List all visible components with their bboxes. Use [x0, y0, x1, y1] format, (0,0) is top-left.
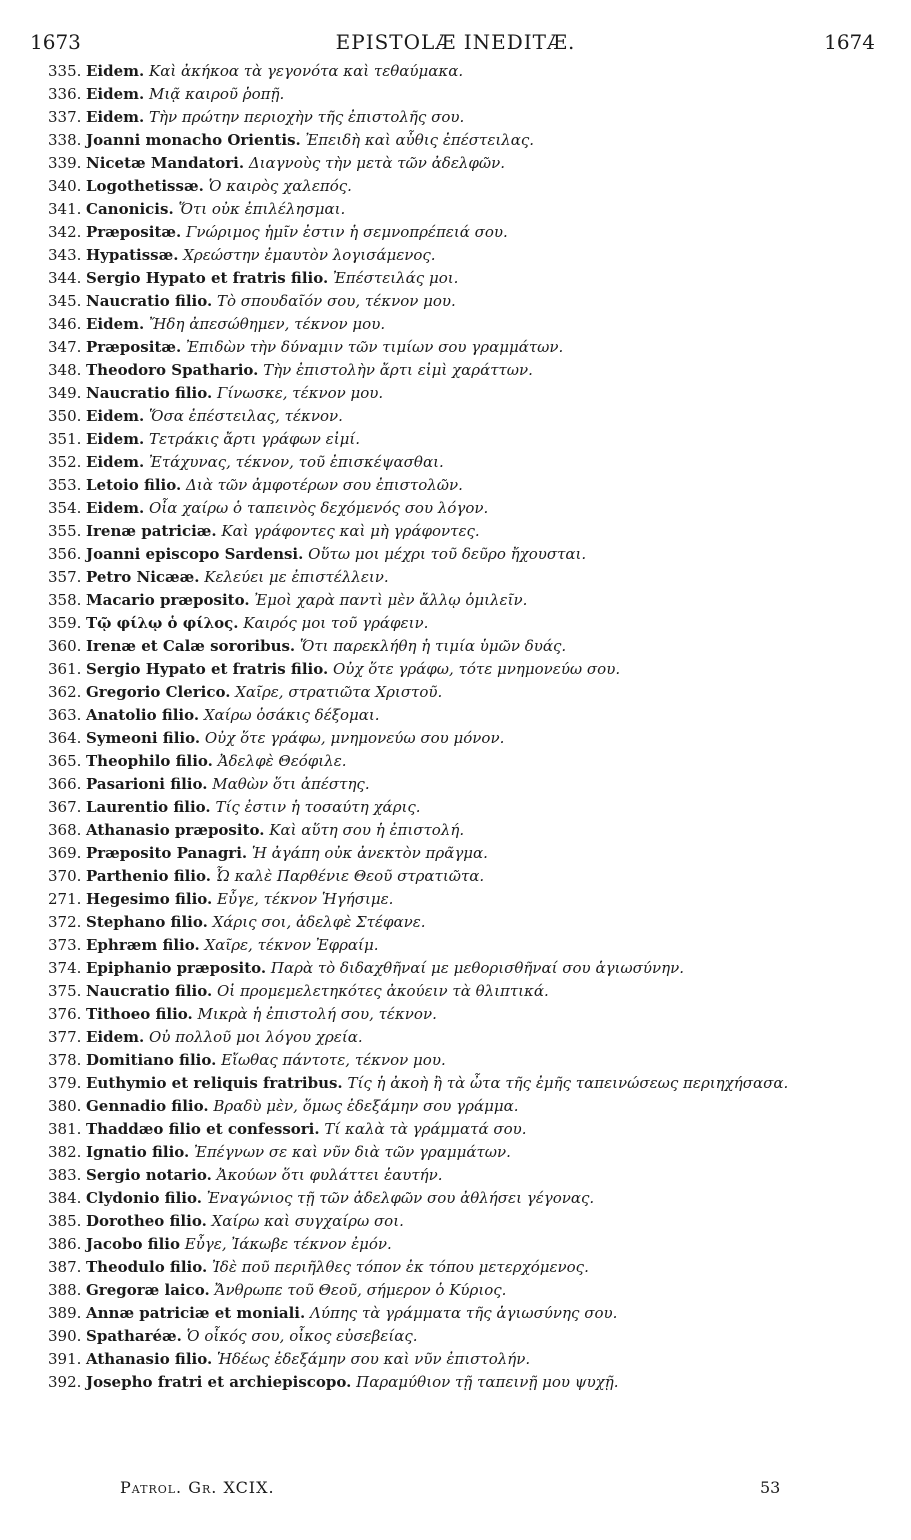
letter-number: 346.: [48, 315, 82, 333]
list-item: [48, 1210, 898, 1233]
list-item: [48, 1187, 898, 1210]
letter-incipit: Γνώριμος ἡμῖν ἐστιν ἡ σεμνοπρέπειά σου.: [186, 223, 508, 241]
letter-incipit: Παραμύθιον τῇ ταπεινῇ μου ψυχῇ.: [356, 1373, 619, 1391]
letter-list: [48, 60, 898, 1394]
list-item: [48, 1279, 898, 1302]
letter-incipit: Ὁ οἶκός σου, οἶκος εὐσεβείας.: [186, 1327, 418, 1345]
letter-incipit: Εὖγε, τέκνον Ἡγήσιμε.: [217, 890, 394, 908]
letter-addressee: Stephano filio.: [86, 913, 208, 931]
list-item: [48, 681, 898, 704]
letter-addressee: Præposito Panagri.: [86, 844, 248, 862]
letter-incipit: Χαίρω ὁσάκις δέξομαι.: [203, 706, 380, 724]
letter-addressee: Theodulo filio.: [86, 1258, 208, 1276]
letter-addressee: Theophilo filio.: [86, 752, 213, 770]
letter-incipit: Οὐχ ὅτε γράφω, τότε μνημονεύω σου.: [332, 660, 621, 678]
letter-incipit: Ὅσα ἐπέστειλας, τέκνον.: [149, 407, 343, 425]
letter-number: 340.: [48, 177, 82, 195]
letter-incipit: Καὶ ἀκήκοα τὰ γεγονότα καὶ τεθαύμακα.: [149, 62, 464, 80]
list-item: [48, 934, 898, 957]
letter-addressee: Hegesimo filio.: [86, 890, 213, 908]
letter-number: 354.: [48, 499, 82, 517]
letter-number: 348.: [48, 361, 82, 379]
list-item: [48, 796, 898, 819]
letter-addressee: Dorotheo filio.: [86, 1212, 207, 1230]
letter-addressee: Logothetissæ.: [86, 177, 204, 195]
letter-incipit: Χρεώστην ἐμαυτὸν λογισάμενος.: [183, 246, 436, 264]
letter-number: 344.: [48, 269, 82, 287]
letter-addressee: Τῷ φίλῳ ὁ φίλος.: [86, 614, 239, 632]
letter-addressee: Athanasio præposito.: [86, 821, 265, 839]
letter-number: 365.: [48, 752, 82, 770]
letter-incipit: Χαίρω καὶ συγχαίρω σοι.: [211, 1212, 404, 1230]
list-item: [48, 635, 898, 658]
letter-number: 392.: [48, 1373, 82, 1391]
letter-addressee: Irenæ et Calæ sororibus.: [86, 637, 296, 655]
list-item: [48, 727, 898, 750]
list-item: [48, 244, 898, 267]
letter-number: 380.: [48, 1097, 82, 1115]
list-item: [48, 106, 898, 129]
letter-number: 388.: [48, 1281, 82, 1299]
letter-incipit: Οὐ πολλοῦ μοι λόγου χρεία.: [149, 1028, 363, 1046]
letter-addressee: Jacobo filio: [86, 1235, 180, 1253]
list-item: [48, 382, 898, 405]
letter-number: 352.: [48, 453, 82, 471]
letter-addressee: Eidem.: [86, 499, 145, 517]
list-item: [48, 704, 898, 727]
letter-addressee: Ephræm filio.: [86, 936, 200, 954]
letter-incipit: Χαῖρε, στρατιῶτα Χριστοῦ.: [235, 683, 443, 701]
letter-addressee: Euthymio et reliquis fratribus.: [86, 1074, 343, 1092]
footer-sheet-number: 53: [760, 1478, 781, 1497]
list-item: [48, 336, 898, 359]
letter-incipit: Λύπης τὰ γράμματα τῆς ἁγιωσύνης σου.: [310, 1304, 618, 1322]
list-item: [48, 589, 898, 612]
letter-incipit: Ἐμοὶ χαρὰ παντὶ μὲν ἄλλῳ ὁμιλεῖν.: [254, 591, 528, 609]
letter-number: 381.: [48, 1120, 82, 1138]
letter-incipit: Χάρις σοι, ἀδελφὲ Στέφανε.: [212, 913, 426, 931]
list-item: [48, 819, 898, 842]
letter-number: 345.: [48, 292, 82, 310]
footer-signature: Patrol. Gr. XCIX.: [120, 1478, 275, 1497]
letter-addressee: Gregoræ laico.: [86, 1281, 210, 1299]
page-title: EPISTOLÆ INEDITÆ.: [335, 30, 576, 54]
letter-incipit: Ἐπειδὴ καὶ αὖθις ἐπέστειλας.: [305, 131, 535, 149]
letter-incipit: Ἄνθρωπε τοῦ Θεοῦ, σήμερον ὁ Κύριος.: [214, 1281, 507, 1299]
letter-number: 379.: [48, 1074, 82, 1092]
letter-incipit: Ὅτι οὐκ ἐπιλέλησμαι.: [178, 200, 346, 218]
letter-incipit: Ἀκούων ὅτι φυλάττει ἑαυτήν.: [216, 1166, 443, 1184]
letter-addressee: Theodoro Spathario.: [86, 361, 259, 379]
letter-addressee: Gennadio filio.: [86, 1097, 209, 1115]
letter-number: 383.: [48, 1166, 82, 1184]
list-item: [48, 1256, 898, 1279]
list-item: [48, 474, 898, 497]
letter-addressee: Hypatissæ.: [86, 246, 179, 264]
letter-number: 335.: [48, 62, 82, 80]
letter-addressee: Joanni episcopo Sardensi.: [86, 545, 304, 563]
letter-number: 342.: [48, 223, 82, 241]
letter-addressee: Pasarioni filio.: [86, 775, 208, 793]
letter-incipit: Οὐχ ὅτε γράφω, μνημονεύω σου μόνον.: [204, 729, 505, 747]
letter-addressee: Joanni monacho Orientis.: [86, 131, 301, 149]
list-item: [48, 1302, 898, 1325]
list-item: [48, 1026, 898, 1049]
letter-incipit: Ἐπέγνων σε καὶ νῦν διὰ τῶν γραμμάτων.: [194, 1143, 511, 1161]
letter-number: 377.: [48, 1028, 82, 1046]
letter-incipit: Τὴν πρώτην περιοχὴν τῆς ἐπιστολῆς σου.: [149, 108, 465, 126]
list-item: [48, 1233, 898, 1256]
letter-addressee: Petro Nicææ.: [86, 568, 200, 586]
letter-addressee: Annæ patriciæ et moniali.: [86, 1304, 306, 1322]
letter-number: 386.: [48, 1235, 82, 1253]
letter-addressee: Eidem.: [86, 85, 145, 103]
letter-number: 336.: [48, 85, 82, 103]
letter-addressee: Eidem.: [86, 430, 145, 448]
letter-addressee: Letoio filio.: [86, 476, 182, 494]
list-item: [48, 175, 898, 198]
letter-addressee: Nicetæ Mandatori.: [86, 154, 245, 172]
letter-number: 338.: [48, 131, 82, 149]
letter-addressee: Irenæ patriciæ.: [86, 522, 217, 540]
letter-incipit: Κελεύει με ἐπιστέλλειν.: [204, 568, 389, 586]
letter-addressee: Spatharéæ.: [86, 1327, 182, 1345]
list-item: [48, 221, 898, 244]
left-column-number: 1673: [30, 30, 81, 54]
list-item: [48, 1072, 898, 1095]
letter-incipit: Διαγνοὺς τὴν μετὰ τῶν ἀδελφῶν.: [248, 154, 506, 172]
letter-incipit: Ἡδέως ἐδεξάμην σου καὶ νῦν ἐπιστολήν.: [216, 1350, 531, 1368]
letter-addressee: Præpositæ.: [86, 338, 182, 356]
letter-addressee: Eidem.: [86, 407, 145, 425]
list-item: [48, 313, 898, 336]
list-item: [48, 129, 898, 152]
letter-incipit: Γίνωσκε, τέκνον μου.: [217, 384, 384, 402]
letter-number: 373.: [48, 936, 82, 954]
letter-incipit: Τίς ἡ ἀκοὴ ἢ τὰ ὦτα τῆς ἐμῆς ταπεινώσεως περιηχήσασα.: [347, 1074, 789, 1092]
letter-number: 362.: [48, 683, 82, 701]
letter-number: 357.: [48, 568, 82, 586]
letter-incipit: Ἤδη ἀπεσώθημεν, τέκνον μου.: [149, 315, 386, 333]
letter-incipit: Διὰ τῶν ἀμφοτέρων σου ἐπιστολῶν.: [186, 476, 463, 494]
list-item: [48, 520, 898, 543]
letter-number: 370.: [48, 867, 82, 885]
letter-addressee: Tithoeo filio.: [86, 1005, 193, 1023]
letter-addressee: Naucratio filio.: [86, 384, 213, 402]
letter-incipit: Βραδὺ μὲν, ὅμως ἐδεξάμην σου γράμμα.: [213, 1097, 519, 1115]
list-item: [48, 1095, 898, 1118]
list-item: [48, 888, 898, 911]
letter-incipit: Οἱ προμεμελετηκότες ἀκούειν τὰ θλιπτικά.: [217, 982, 549, 1000]
list-item: [48, 980, 898, 1003]
list-item: [48, 405, 898, 428]
letter-number: 349.: [48, 384, 82, 402]
letter-number: 350.: [48, 407, 82, 425]
letter-incipit: Ὁ καιρὸς χαλεπός.: [208, 177, 352, 195]
letter-addressee: Thaddæo filio et confessori.: [86, 1120, 320, 1138]
letter-incipit: Παρὰ τὸ διδαχθῆναί με μεθορισθῆναί σου ἁγιωσύνην.: [270, 959, 684, 977]
letter-addressee: Præpositæ.: [86, 223, 182, 241]
letter-number: 271.: [48, 890, 82, 908]
list-item: [48, 842, 898, 865]
letter-incipit: Ἡ ἀγάπη οὐκ ἀνεκτὸν πρᾶγμα.: [251, 844, 488, 862]
letter-number: 375.: [48, 982, 82, 1000]
letter-incipit: Τί καλὰ τὰ γράμματά σου.: [324, 1120, 527, 1138]
list-item: [48, 290, 898, 313]
letter-number: 376.: [48, 1005, 82, 1023]
letter-incipit: Ὅτι παρεκλήθη ἡ τιμία ὑμῶν δυάς.: [299, 637, 567, 655]
letter-addressee: Epiphanio præposito.: [86, 959, 267, 977]
letter-incipit: Χαῖρε, τέκνον Ἐφραίμ.: [204, 936, 379, 954]
letter-incipit: Μιᾷ καιροῦ ῥοπῇ.: [149, 85, 285, 103]
list-item: [48, 359, 898, 382]
list-item: [48, 83, 898, 106]
letter-number: 364.: [48, 729, 82, 747]
letter-addressee: Symeoni filio.: [86, 729, 201, 747]
letter-incipit: Ὦ καλὲ Παρθένιε Θεοῦ στρατιῶτα.: [215, 867, 485, 885]
letter-incipit: Μαθὼν ὅτι ἀπέστης.: [212, 775, 370, 793]
list-item: [48, 658, 898, 681]
list-item: [48, 612, 898, 635]
list-item: [48, 911, 898, 934]
letter-number: 361.: [48, 660, 82, 678]
list-item: [48, 451, 898, 474]
letter-incipit: Ἐπέστειλάς μοι.: [332, 269, 459, 287]
letter-number: 390.: [48, 1327, 82, 1345]
list-item: [48, 543, 898, 566]
letter-addressee: Parthenio filio.: [86, 867, 211, 885]
letter-number: 353.: [48, 476, 82, 494]
list-item: [48, 865, 898, 888]
list-item: [48, 773, 898, 796]
letter-number: 363.: [48, 706, 82, 724]
letter-number: 369.: [48, 844, 82, 862]
letter-number: 367.: [48, 798, 82, 816]
letter-number: 355.: [48, 522, 82, 540]
letter-addressee: Anatolio filio.: [86, 706, 200, 724]
letter-incipit: Τὴν ἐπιστολὴν ἄρτι εἰμὶ χαράττων.: [263, 361, 533, 379]
letter-number: 391.: [48, 1350, 82, 1368]
letter-number: 339.: [48, 154, 82, 172]
list-item: [48, 1325, 898, 1348]
letter-incipit: Οὕτω μοι μέχρι τοῦ δεῦρο ἤχουσται.: [308, 545, 587, 563]
letter-addressee: Gregorio Clerico.: [86, 683, 231, 701]
letter-incipit: Ἐτάχυνας, τέκνον, τοῦ ἐπισκέψασθαι.: [149, 453, 444, 471]
letter-addressee: Macario præposito.: [86, 591, 250, 609]
letter-addressee: Canonicis.: [86, 200, 174, 218]
letter-incipit: Ἀδελφὲ Θεόφιλε.: [217, 752, 347, 770]
list-item: [48, 566, 898, 589]
list-item: [48, 1049, 898, 1072]
letter-number: 382.: [48, 1143, 82, 1161]
letter-incipit: Ἐναγώνιος τῇ τῶν ἀδελφῶν σου ἀθλήσει γέγονας.: [206, 1189, 595, 1207]
list-item: [48, 60, 898, 83]
letter-addressee: Naucratio filio.: [86, 982, 213, 1000]
letter-addressee: Laurentio filio.: [86, 798, 211, 816]
list-item: [48, 152, 898, 175]
letter-number: 389.: [48, 1304, 82, 1322]
letter-addressee: Sergio Hypato et fratris filio.: [86, 269, 329, 287]
list-item: [48, 1003, 898, 1026]
letter-number: 343.: [48, 246, 82, 264]
letter-number: 360.: [48, 637, 82, 655]
letter-incipit: Τὸ σπουδαῖόν σου, τέκνον μου.: [217, 292, 456, 310]
letter-number: 372.: [48, 913, 82, 931]
letter-number: 359.: [48, 614, 82, 632]
letter-addressee: Eidem.: [86, 453, 145, 471]
letter-number: 368.: [48, 821, 82, 839]
letter-addressee: Eidem.: [86, 1028, 145, 1046]
letter-number: 351.: [48, 430, 82, 448]
list-item: [48, 198, 898, 221]
letter-addressee: Eidem.: [86, 315, 145, 333]
list-item: [48, 1118, 898, 1141]
letter-addressee: Eidem.: [86, 108, 145, 126]
list-item: [48, 1348, 898, 1371]
letter-incipit: Καιρός μοι τοῦ γράφειν.: [243, 614, 429, 632]
letter-number: 358.: [48, 591, 82, 609]
letter-number: 356.: [48, 545, 82, 563]
letter-number: 341.: [48, 200, 82, 218]
letter-addressee: Athanasio filio.: [86, 1350, 213, 1368]
letter-number: 387.: [48, 1258, 82, 1276]
letter-number: 337.: [48, 108, 82, 126]
letter-incipit: Τετράκις ἄρτι γράφων εἰμί.: [149, 430, 360, 448]
letter-incipit: Οἷα χαίρω ὁ ταπεινὸς δεχόμενός σου λόγον.: [149, 499, 489, 517]
letter-addressee: Josepho fratri et archiepiscopo.: [86, 1373, 352, 1391]
letter-incipit: Ἰδὲ ποῦ περιῆλθες τόπον ἐκ τόπου μετερχόμενος.: [211, 1258, 589, 1276]
list-item: [48, 1371, 898, 1394]
letter-incipit: Μικρὰ ἡ ἐπιστολή σου, τέκνον.: [197, 1005, 437, 1023]
letter-incipit: Καὶ γράφοντες καὶ μὴ γράφοντες.: [221, 522, 480, 540]
letter-addressee: Eidem.: [86, 62, 145, 80]
list-item: [48, 428, 898, 451]
right-column-number: 1674: [824, 30, 875, 54]
letter-addressee: Sergio notario.: [86, 1166, 212, 1184]
letter-incipit: Εὖγε, Ἰάκωβε τέκνον ἐμόν.: [184, 1235, 392, 1253]
letter-incipit: Ἐπιδὼν τὴν δύναμιν τῶν τιμίων σου γραμμάτων.: [186, 338, 564, 356]
list-item: [48, 957, 898, 980]
list-item: [48, 1164, 898, 1187]
letter-number: 374.: [48, 959, 82, 977]
letter-addressee: Sergio Hypato et fratris filio.: [86, 660, 329, 678]
letter-addressee: Clydonio filio.: [86, 1189, 202, 1207]
letter-addressee: Naucratio filio.: [86, 292, 213, 310]
letter-addressee: Domitiano filio.: [86, 1051, 217, 1069]
list-item: [48, 497, 898, 520]
letter-number: 378.: [48, 1051, 82, 1069]
letter-number: 385.: [48, 1212, 82, 1230]
letter-incipit: Καὶ αὕτη σου ἡ ἐπιστολή.: [269, 821, 465, 839]
list-item: [48, 267, 898, 290]
letter-addressee: Ignatio filio.: [86, 1143, 190, 1161]
letter-number: 366.: [48, 775, 82, 793]
letter-number: 347.: [48, 338, 82, 356]
letter-incipit: Εἴωθας πάντοτε, τέκνον μου.: [221, 1051, 446, 1069]
letter-incipit: Τίς ἐστιν ἡ τοσαύτη χάρις.: [215, 798, 421, 816]
list-item: [48, 1141, 898, 1164]
list-item: [48, 750, 898, 773]
letter-number: 384.: [48, 1189, 82, 1207]
